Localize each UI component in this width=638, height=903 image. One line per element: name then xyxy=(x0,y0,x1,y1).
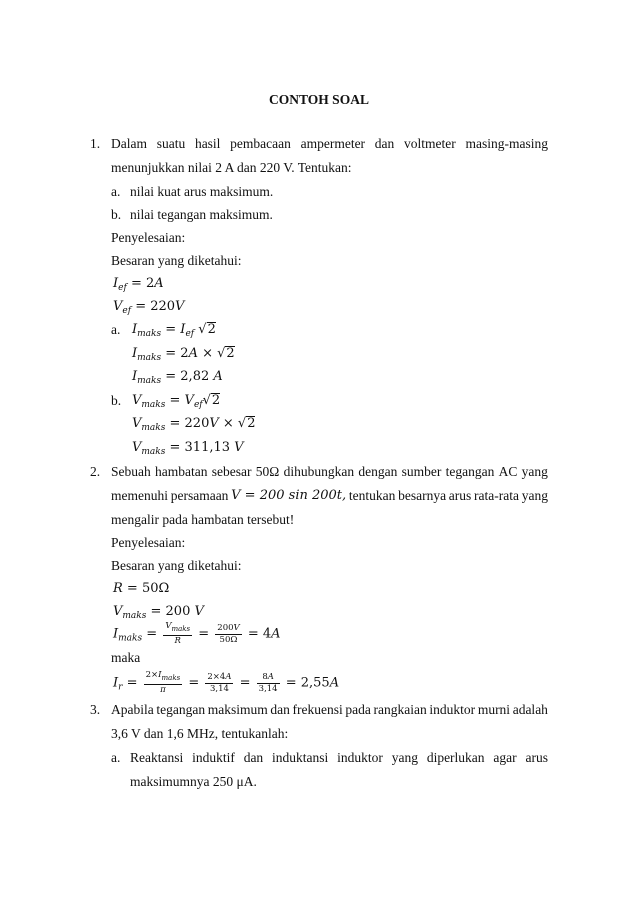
word: voltmeter xyxy=(404,136,456,151)
q1-ans-b-label: b. xyxy=(111,393,122,408)
q1-line2: menunjukkan nilai 2 A dan 220 V. Tentukan: xyxy=(111,160,352,175)
word: induktif xyxy=(192,750,235,765)
word: tentukan xyxy=(348,488,396,503)
q3-a-label: a. xyxy=(111,750,121,765)
word: Apabila xyxy=(111,702,154,717)
word: dan xyxy=(374,136,395,151)
word: rangkaian xyxy=(373,702,427,717)
q1-a-label: a. xyxy=(111,184,121,199)
q1-known-label: Besaran yang diketahui: xyxy=(111,253,242,268)
q1-ans-a2-equation: $I_{maks} = 2A \times √2$ xyxy=(132,346,235,363)
q1-vef-equation: $V_{ef} = 220V$ xyxy=(113,299,185,316)
word: dan xyxy=(270,702,290,717)
q1-ans-a-label: a. xyxy=(111,322,121,337)
word: rata-rata xyxy=(474,488,519,503)
q2-line1 xyxy=(111,463,548,481)
word: induktor xyxy=(429,702,476,717)
q2-maka-label: maka xyxy=(111,650,141,665)
q2-ir-equation: $I_r$ = $\frac{2\times I_{maks}}{\pi}$ = $\frac{2\times 4A}{3,14}$ = $\frac{8A}{3,14}$ = 2,55A xyxy=(113,670,340,695)
word: 50Ω xyxy=(255,464,280,479)
q1-b-label: b. xyxy=(111,207,122,222)
word: induktansi xyxy=(272,750,329,765)
q1-ans-a3-equation: $I_{maks} = 2,82$ A xyxy=(132,369,223,386)
word: arus xyxy=(525,750,548,765)
q2-vmaks-equation: $V_{maks} = 200$ V xyxy=(113,604,204,621)
word: diperlukan xyxy=(426,750,485,765)
q3-number: 3. xyxy=(90,702,101,717)
word: dan xyxy=(243,750,264,765)
word: adalah xyxy=(512,702,548,717)
q2-line3: mengalir pada hambatan tersebut! xyxy=(111,512,295,527)
q2-imaks-equation: $I_{maks}$ = $\frac{V_{maks}}{R}$ = $\frac{200V}{50\Omega}$ = 4A xyxy=(113,621,281,646)
word: Sebuah xyxy=(111,464,151,479)
word: AC xyxy=(498,464,518,479)
word: arus xyxy=(448,488,472,503)
word: sumber xyxy=(401,464,442,479)
word: besarnya xyxy=(398,488,447,503)
word: ampermeter xyxy=(300,136,366,151)
word: yang xyxy=(521,488,548,503)
q1-solution-label: Penyelesaian: xyxy=(111,230,186,245)
q1-a-text: nilai kuat arus maksimum. xyxy=(130,184,274,199)
word: suatu xyxy=(156,136,186,151)
word: tegangan xyxy=(156,702,206,717)
word: induktor xyxy=(337,750,383,765)
q1-ief-equation: $I_{ef} = 2A$ xyxy=(113,276,164,293)
voltage-equation: V = 200 sin 200t, xyxy=(231,488,347,503)
word: pembacaan xyxy=(230,136,291,151)
q3-a-line1 xyxy=(130,749,548,767)
word: dengan xyxy=(358,464,398,479)
q1-ans-b3-equation: $V_{maks} = 311,13$ V xyxy=(132,440,244,457)
page-title: CONTOH SOAL xyxy=(269,92,369,107)
word: hambatan xyxy=(155,464,208,479)
word: maksimum xyxy=(207,702,268,717)
word: frekuensi xyxy=(292,702,343,717)
word: hasil xyxy=(194,136,221,151)
word: Dalam xyxy=(111,136,147,151)
q2-r-equation: R = 50Ω xyxy=(113,581,170,596)
word: sebesar xyxy=(211,464,252,479)
word: yang xyxy=(521,464,548,479)
word: pada xyxy=(345,702,371,717)
q1-line1 xyxy=(111,135,548,153)
q3-line1 xyxy=(111,701,548,719)
q1-ans-b2-equation: $V_{maks} = 220V \times √2$ xyxy=(132,416,256,433)
q1-number: 1. xyxy=(90,136,101,151)
word: agar xyxy=(493,750,517,765)
word: yang xyxy=(391,750,418,765)
q1-ans-b1-equation: $V_{maks} = V_{ef}√2$ xyxy=(132,393,221,410)
q2-line2 xyxy=(111,487,548,505)
q2-known-label: Besaran yang diketahui: xyxy=(111,558,242,573)
word: murni xyxy=(477,702,511,717)
word: dihubungkan xyxy=(283,464,355,479)
q3-a-line2: maksimumnya 250 μA. xyxy=(130,774,257,789)
q1-b-text: nilai tegangan maksimum. xyxy=(130,207,273,222)
q2-number: 2. xyxy=(90,464,101,479)
q3-line2: 3,6 V dan 1,6 MHz, tentukanlah: xyxy=(111,726,289,741)
word: tegangan xyxy=(445,464,495,479)
q1-ans-a1-equation: $I_{maks} = I_{ef}$ √2 xyxy=(132,322,216,339)
word: masing-masing xyxy=(465,136,548,151)
word: persamaan xyxy=(170,488,229,503)
word: Reaktansi xyxy=(130,750,184,765)
q2-solution-label: Penyelesaian: xyxy=(111,535,186,550)
word: memenuhi xyxy=(111,488,168,503)
